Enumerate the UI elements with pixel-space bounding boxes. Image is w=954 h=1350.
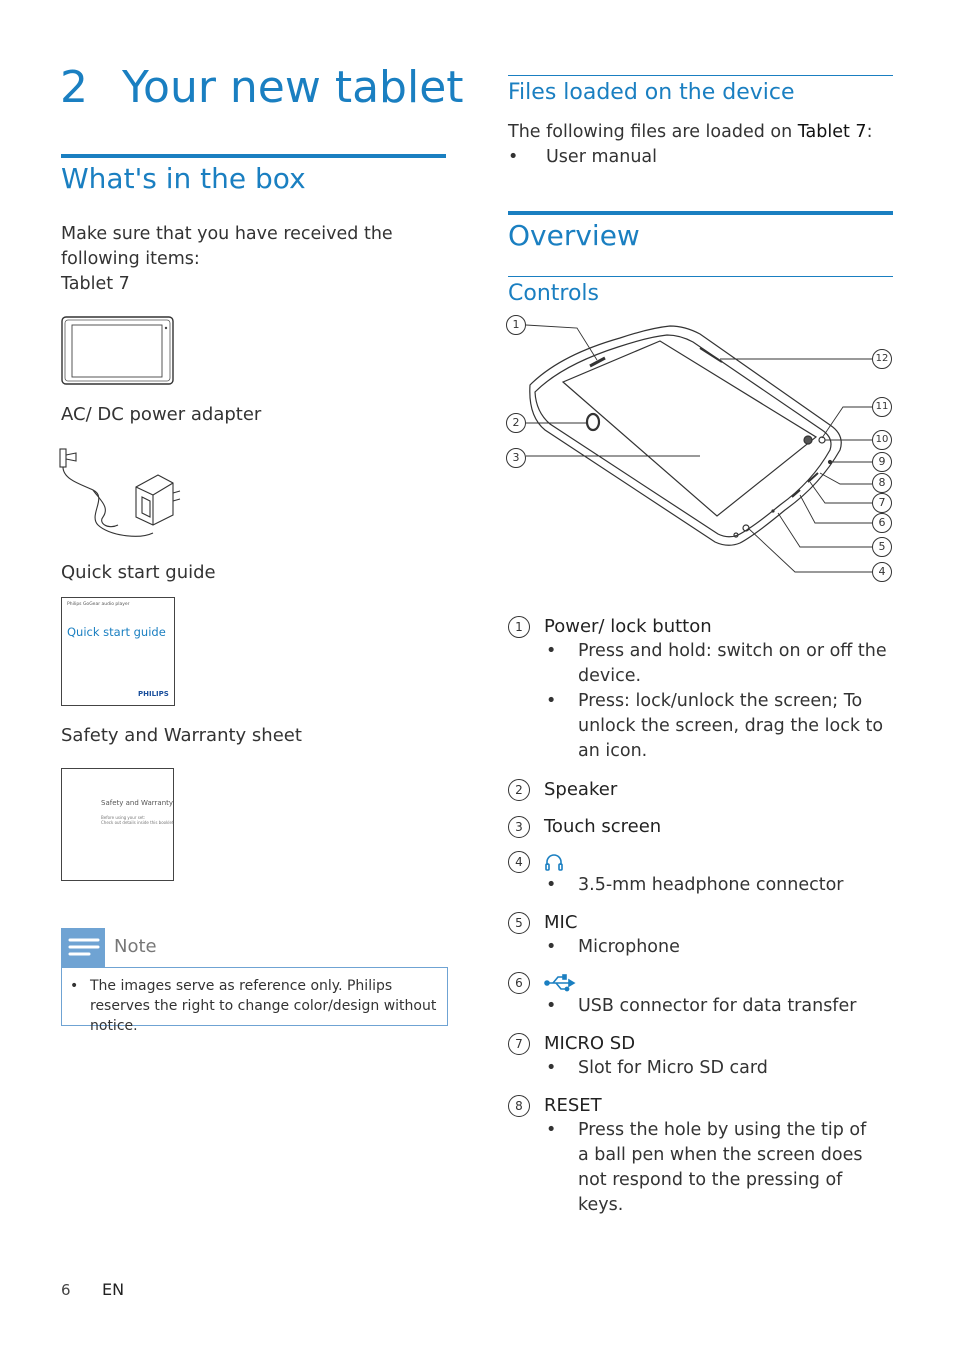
warranty-thumb-line1: Before using your set: (101, 815, 146, 820)
control-bullet: Press the hole by using the tip of a ball pen when the screen does not respond to the pressing of keys. (578, 1120, 867, 1215)
bullet-dot: • (508, 147, 519, 167)
chapter-title: Your new tablet (122, 62, 464, 113)
warranty-thumb-line2: Check out details inside this booklet (101, 820, 174, 825)
guide-thumbnail (61, 597, 175, 706)
control-number: 5 (508, 912, 530, 934)
chapter-heading (60, 62, 464, 113)
control-number: 1 (508, 616, 530, 638)
control-title: Touch screen (544, 816, 662, 837)
control-title: Speaker (544, 779, 618, 800)
controls-diagram (500, 310, 900, 590)
control-item (508, 1031, 898, 1081)
chapter-number: 2 (60, 62, 88, 113)
files-text (508, 120, 898, 145)
files-device-name: Tablet 7 (797, 122, 867, 142)
note-lines-icon (61, 928, 105, 967)
control-number: 4 (508, 851, 530, 873)
callout-6: 6 (872, 513, 892, 533)
item-label-tablet: Tablet 7 (61, 274, 130, 294)
control-bullet: Press and hold: switch on or off the device. (578, 641, 887, 686)
control-number: 6 (508, 972, 530, 994)
tablet-thumbnail (61, 316, 174, 385)
files-title: Files loaded on the device (508, 80, 795, 105)
callout-1: 1 (506, 315, 526, 335)
overview-rule (508, 211, 893, 215)
overview-title: Overview (508, 219, 640, 252)
item-label-guide: Quick start guide (61, 562, 216, 583)
control-number: 8 (508, 1095, 530, 1117)
bullet-dot: • (546, 875, 557, 895)
files-text-suffix: : (866, 122, 873, 142)
item-label-adapter: AC/ DC power adapter (61, 404, 262, 425)
bullet-dot: • (546, 1058, 557, 1078)
note-text: The images serve as reference only. Philips reserves the right to change color/design without notice. (90, 978, 437, 1034)
bullet-dot: • (546, 1120, 557, 1140)
files-body (508, 120, 898, 170)
control-bullet: Slot for Micro SD card (578, 1058, 768, 1078)
warranty-thumbnail (61, 768, 174, 881)
callout-10: 10 (872, 430, 892, 450)
control-bullet: 3.5-mm headphone connector (578, 875, 844, 895)
control-item (508, 972, 898, 1019)
controls-rule (508, 276, 893, 277)
bullet-dot: • (546, 937, 557, 957)
control-item (508, 814, 898, 839)
guide-thumb-small: Philips GoGear audio player (67, 602, 130, 607)
control-title: MICRO SD (544, 1033, 636, 1054)
adapter-illustration (58, 445, 183, 545)
callout-2: 2 (506, 413, 526, 433)
control-number: 2 (508, 779, 530, 801)
control-item (508, 910, 898, 960)
control-title: MIC (544, 912, 578, 933)
box-intro-text: Make sure that you have received the following items: (61, 224, 393, 269)
box-section-title: What's in the box (61, 162, 306, 195)
control-title: Power/ lock button (544, 616, 712, 637)
control-number: 3 (508, 816, 530, 838)
controls-title: Controls (508, 281, 599, 306)
files-rule (508, 75, 893, 76)
callout-5: 5 (872, 537, 892, 557)
callout-8: 8 (872, 473, 892, 493)
callout-3: 3 (506, 448, 526, 468)
usb-icon (544, 973, 578, 993)
callout-7: 7 (872, 493, 892, 513)
box-intro (61, 222, 451, 297)
callout-12: 12 (872, 349, 892, 369)
note-title: Note (114, 936, 157, 957)
page-number: 6 (61, 1281, 71, 1299)
guide-thumb-title: Quick start guide (67, 625, 166, 639)
callout-4: 4 (872, 562, 892, 582)
bullet-dot: • (70, 978, 79, 994)
item-label-warranty: Safety and Warranty sheet (61, 725, 302, 746)
bullet-dot: • (546, 641, 557, 661)
note-body (70, 976, 440, 1036)
control-item (508, 777, 898, 802)
files-bullet-user-manual: User manual (546, 147, 657, 167)
headphone-icon (544, 852, 564, 872)
controls-list (508, 614, 898, 1218)
language-code: EN (102, 1280, 125, 1299)
warranty-thumb-title: Safety and Warranty (101, 799, 174, 807)
control-item (508, 614, 898, 764)
callout-11: 11 (872, 397, 892, 417)
philips-logo: PHILIPS (138, 690, 169, 698)
bullet-dot: • (546, 996, 557, 1016)
control-bullet: USB connector for data transfer (578, 996, 857, 1016)
control-bullet: Press: lock/unlock the screen; To unlock the screen, drag the lock to an icon. (578, 691, 884, 761)
control-bullet: Microphone (578, 937, 680, 957)
files-text-prefix: The following files are loaded on (508, 122, 798, 142)
control-item (508, 1093, 898, 1218)
control-title: RESET (544, 1095, 602, 1116)
bullet-dot: • (546, 691, 557, 711)
section-rule (61, 154, 446, 158)
callout-9: 9 (872, 452, 892, 472)
control-item (508, 851, 898, 898)
control-number: 7 (508, 1033, 530, 1055)
